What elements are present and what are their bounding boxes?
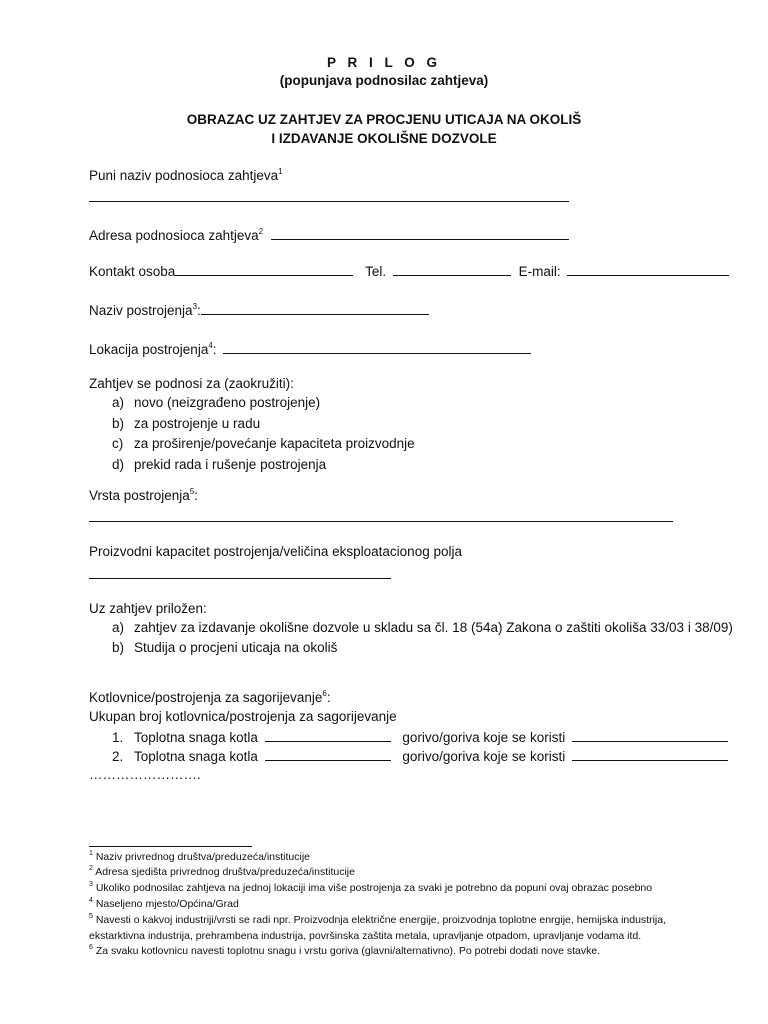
puni-naziv-label: Puni naziv podnosioca zahtjeva$^1$ bbox=[89, 167, 283, 183]
footnote-ref-1: 1 bbox=[278, 167, 283, 176]
zahtjev-option-c[interactable]: c) za proširenje/povećanje kapaciteta proizvodnje bbox=[112, 436, 415, 451]
kotao-row-2: 2. Toplotna snaga kotla gorivo/goriva koje se koristi bbox=[112, 747, 728, 764]
kontakt-label: Kontakt osoba bbox=[89, 264, 176, 279]
kotao-1-snaga-field[interactable] bbox=[265, 728, 391, 742]
footnote-2: $^2$ Adresa sjedišta privrednog društva/preduzeća/institucije bbox=[89, 865, 355, 878]
footnote-5: $^5$ Navesti o kakvoj industriji/vrsti se radi npr. Proizvodnja električne energije, proizvodnja toplotne enrgije, hemijska industrija, bbox=[89, 913, 667, 926]
footnote-ref-2: 2 bbox=[258, 227, 264, 236]
adresa-field[interactable] bbox=[271, 226, 569, 240]
continuation-dots: ……………………. bbox=[89, 767, 201, 782]
form-title-line1: OBRAZAC UZ ZAHTJEV ZA PROCJENU UTICAJA NA OKOLIŠ bbox=[186, 112, 582, 127]
zahtjev-label: Zahtjev se podnosi za (zaokružiti): bbox=[89, 376, 294, 391]
kotao-2-gorivo-field[interactable] bbox=[572, 747, 728, 761]
kapacitet-field[interactable] bbox=[89, 565, 391, 582]
lokacija-field[interactable] bbox=[223, 340, 531, 354]
zahtjev-option-a[interactable]: a) novo (neizgrađeno postrojenje) bbox=[112, 395, 321, 410]
kotlovnice-label: Kotlovnice/postrojenja za sagorijevanje$^6$: bbox=[89, 689, 331, 705]
footnote-5-continued: ekstarktivna industrija, prehrambena industrija, površinska zaštita metala, upravljanje otpadom, upravljanje vodama itd. bbox=[89, 930, 642, 942]
email-label: E-mail: bbox=[518, 264, 561, 279]
adresa-row bbox=[89, 226, 569, 243]
lokacija-label: Lokacija postrojenja bbox=[89, 342, 209, 357]
subtitle: (popunjava podnosilac zahtjeva) bbox=[279, 73, 489, 88]
kontakt-row bbox=[89, 262, 729, 279]
footnote-4: $^4$ Naseljeno mjesto/Općina/Grad bbox=[89, 897, 239, 910]
footnote-ref-3: 3 bbox=[192, 302, 198, 311]
footnote-1: $^1$ Naziv privrednog društva/preduzeća/institucije bbox=[89, 850, 311, 863]
adresa-label: Adresa podnosioca zahtjeva bbox=[89, 228, 259, 243]
footnote-ref-5: 5 bbox=[189, 487, 195, 496]
prilozen-item-b: b) Studija o procjeni uticaja na okoliš bbox=[112, 640, 338, 655]
naziv-label: Naziv postrojenja bbox=[89, 303, 193, 318]
email-field[interactable] bbox=[567, 262, 729, 276]
kotao-row-1: 1. Toplotna snaga kotla gorivo/goriva koje se koristi bbox=[112, 728, 728, 745]
footnote-ref-4: 4 bbox=[208, 341, 213, 350]
prilozen-item-a: a) zahtjev za izdavanje okolišne dozvole u skladu sa čl. 18 (54a) Zakona o zaštiti okoliša 33/03 i 38/09) bbox=[112, 620, 733, 635]
footnote-separator bbox=[89, 846, 252, 847]
kontakt-field[interactable] bbox=[175, 262, 353, 276]
naziv-field[interactable] bbox=[201, 301, 429, 315]
vrsta-label: Vrsta postrojenja$^5$: bbox=[89, 487, 199, 503]
vrsta-field[interactable] bbox=[89, 508, 673, 525]
puni-naziv-field[interactable] bbox=[89, 188, 569, 205]
naziv-row: Naziv postrojenja$^3$: bbox=[89, 301, 429, 318]
tel-label: Tel. bbox=[365, 264, 387, 279]
kotao-1-gorivo-field[interactable] bbox=[572, 728, 728, 742]
tel-field[interactable] bbox=[393, 262, 511, 276]
zahtjev-option-d[interactable]: d) prekid rada i rušenje postrojenja bbox=[112, 457, 327, 472]
footnote-ref-6: 6 bbox=[322, 689, 327, 698]
ukupan-label: Ukupan broj kotlovnica/postrojenja za sagorijevanje bbox=[89, 709, 397, 724]
kotao-2-snaga-field[interactable] bbox=[265, 747, 391, 761]
footnote-3: $^3$ Ukoliko podnosilac zahtjeva na jednoj lokaciji ima više postrojenja za svaki je potrebno da popuni ovaj obrazac posebno bbox=[89, 881, 653, 894]
prilozen-label: Uz zahtjev priložen: bbox=[89, 601, 207, 616]
lokacija-row: Lokacija postrojenja$^4$: bbox=[89, 340, 531, 357]
footnote-6: $^6$ Za svaku kotlovnicu navesti toplotnu snagu i vrstu goriva (glavni/alternativno). Po potrebi dodati nove stavke. bbox=[89, 944, 601, 957]
form-title-line2: I IZDAVANJE OKOLIŠNE DOZVOLE bbox=[271, 131, 497, 146]
kapacitet-label: Proizvodni kapacitet postrojenja/veličina eksploatacionog polja bbox=[89, 544, 462, 559]
prilog-heading: P R I L O G bbox=[326, 55, 442, 70]
zahtjev-option-b[interactable]: b) za postrojenje u radu bbox=[112, 416, 261, 431]
